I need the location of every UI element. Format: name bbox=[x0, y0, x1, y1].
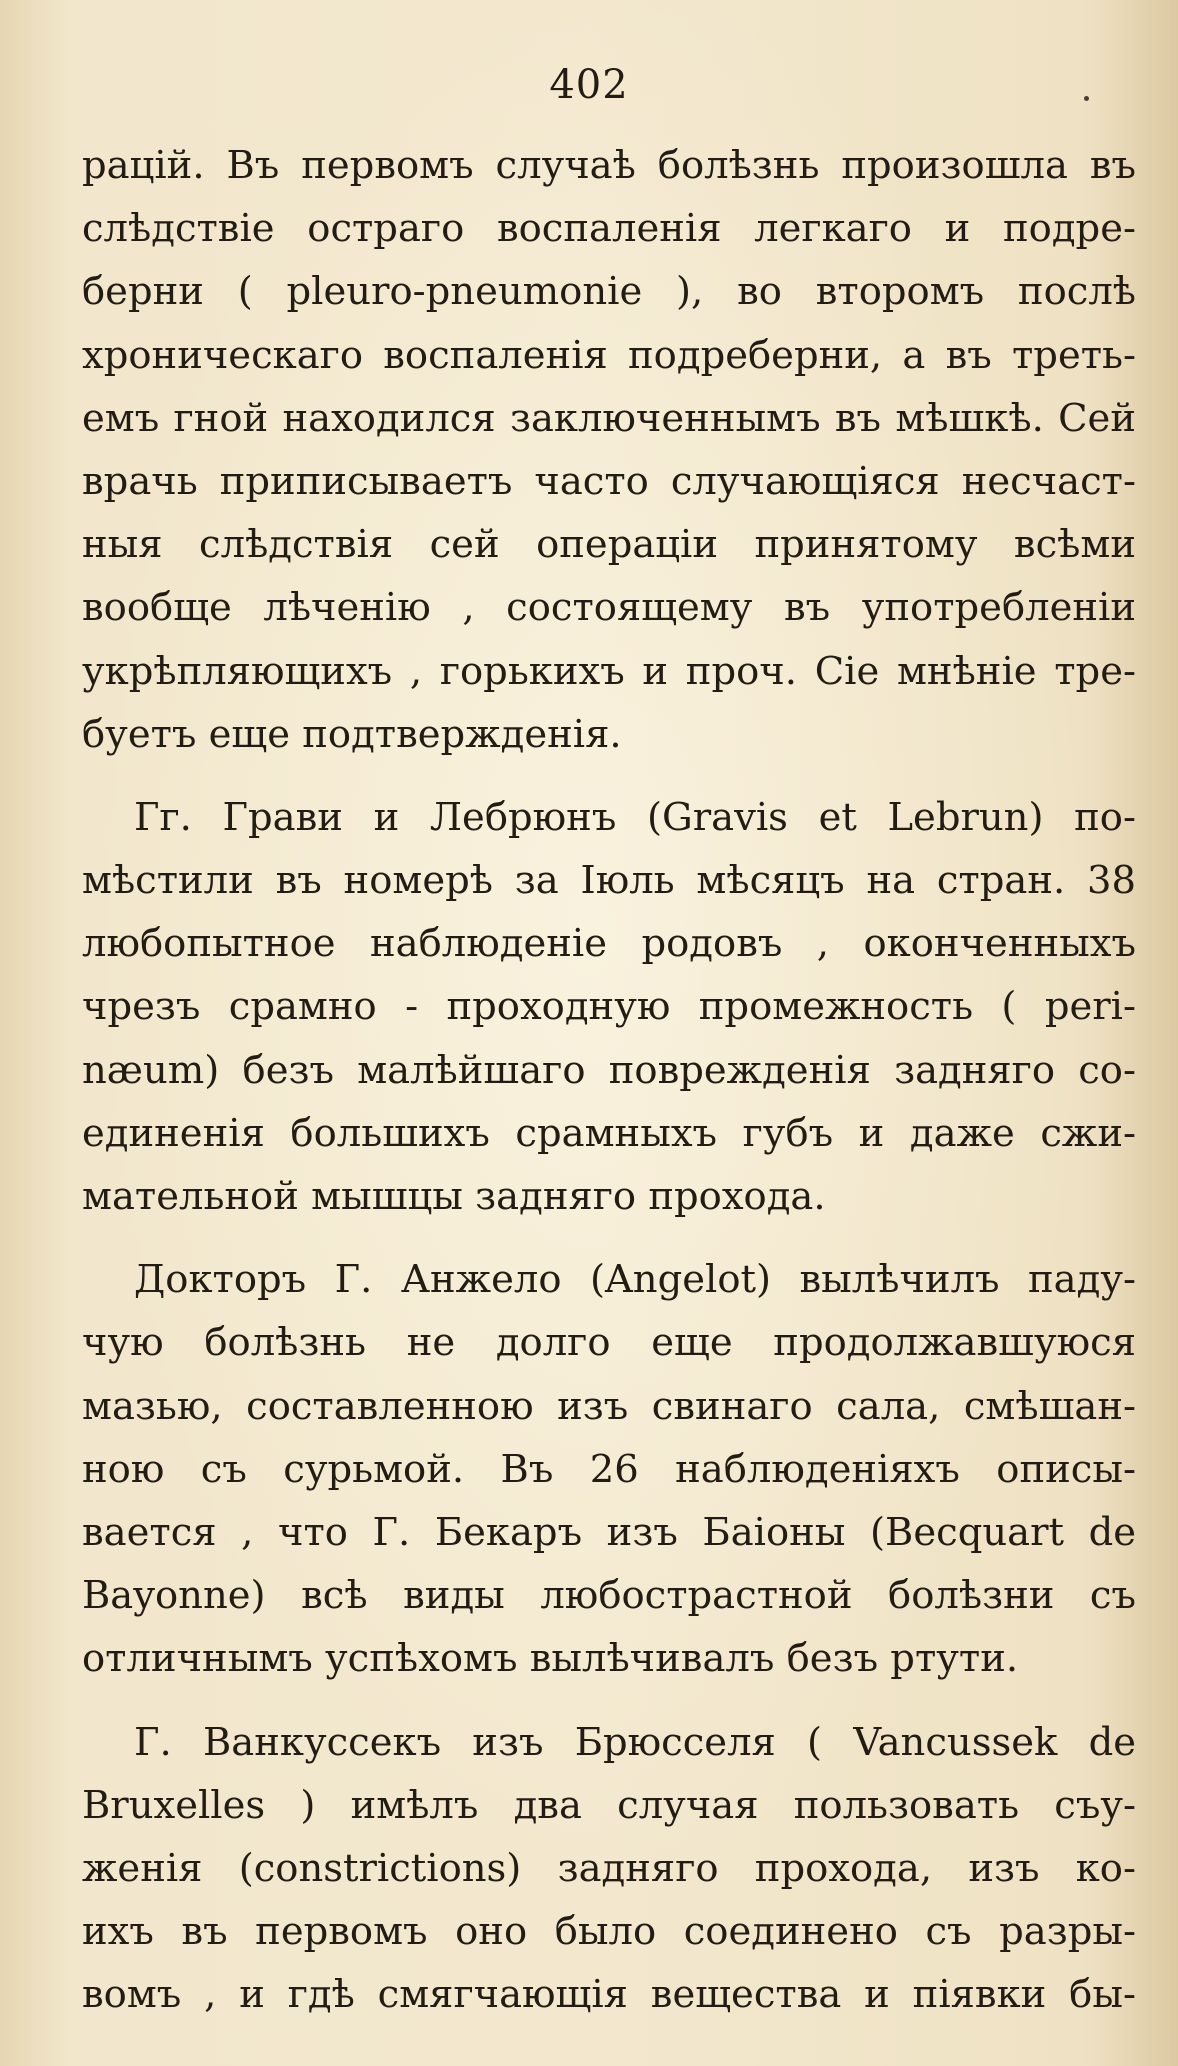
text-line: Bayonne) всѣ виды любострастной болѣзни съ bbox=[82, 1573, 1136, 1619]
text-line: емъ гной находился заключеннымъ въ мѣшкѣ. Сей bbox=[82, 395, 1136, 441]
text-line: берни ( pleuro-pneumonie ), во второмъ послѣ bbox=[82, 269, 1136, 315]
text-line: отличнымъ успѣхомъ вылѣчивалъ безъ ртути. bbox=[82, 1636, 1019, 1682]
text-line: Докторъ Г. Анжело (Angelot) вылѣчилъ паду- bbox=[134, 1257, 1136, 1303]
text-line: укрѣпляющихъ , горькихъ и проч. Сіе мнѣніе тре- bbox=[82, 648, 1136, 694]
page-number: 402 bbox=[549, 62, 629, 108]
text-line: ныя слѣдствія сей операціи принятому всѣми bbox=[82, 522, 1136, 568]
paragraph bbox=[82, 1248, 1136, 1690]
text-line: næum) безъ малѣйшаго поврежденія задняго со- bbox=[82, 1047, 1136, 1093]
text-line: женія (constrictions) задняго прохода, изъ ко- bbox=[82, 1845, 1136, 1891]
body-text bbox=[82, 134, 1136, 2026]
text-line: мазью, составленною изъ свинаго сала, смѣшан- bbox=[82, 1383, 1136, 1429]
text-line: мѣстили въ номерѣ за Іюль мѣсяцъ на стран. 38 bbox=[82, 858, 1136, 904]
text-line: вообще лѣченію , состоящему въ употребленіи bbox=[82, 585, 1136, 631]
paragraph bbox=[82, 134, 1136, 766]
text-line: любопытное наблюденіе родовъ , оконченныхъ bbox=[82, 921, 1136, 967]
text-line: мательной мышцы задняго прохода. bbox=[82, 1174, 826, 1219]
ink-speck bbox=[1084, 96, 1089, 101]
text-line: чрезъ срамно - проходную промежность ( peri- bbox=[82, 984, 1136, 1030]
text-line: единенія большихъ срамныхъ губъ и даже сжи- bbox=[82, 1110, 1136, 1156]
text-line: Bruxelles ) имѣлъ два случая пользовать съу- bbox=[82, 1782, 1136, 1828]
paragraph bbox=[82, 786, 1136, 1228]
text-line: вается , что Г. Бекаръ изъ Баіоны (Becquart de bbox=[82, 1509, 1136, 1555]
text-line: рацій. Въ первомъ случаѣ болѣзнь произошла въ bbox=[82, 143, 1136, 188]
text-line: чую болѣзнь не долго еще продолжавшуюся bbox=[82, 1320, 1136, 1366]
text-line: Гг. Грави и Лебрюнъ (Gravis et Lebrun) по- bbox=[134, 794, 1136, 840]
text-line: Г. Ванкуссекъ изъ Брюсселя ( Vancussek de bbox=[134, 1719, 1136, 1765]
text-line: ихъ въ первомъ оно было соединено съ разры- bbox=[82, 1909, 1136, 1955]
text-line: буетъ еще подтвержденія. bbox=[82, 711, 622, 757]
text-line: ною съ сурьмой. Въ 26 наблюденіяхъ описы- bbox=[82, 1446, 1136, 1492]
text-line: хроническаго воспаленія подреберни, а въ треть- bbox=[82, 332, 1136, 378]
text-line: вомъ , и гдѣ смягчающія вещества и піявки бы- bbox=[82, 1972, 1136, 2018]
text-line: врачь приписываетъ часто случающіяся несчаст- bbox=[82, 458, 1136, 504]
text-line: слѣдствіе остраго воспаленія легкаго и подре- bbox=[82, 206, 1136, 252]
paragraph bbox=[82, 1711, 1136, 2027]
